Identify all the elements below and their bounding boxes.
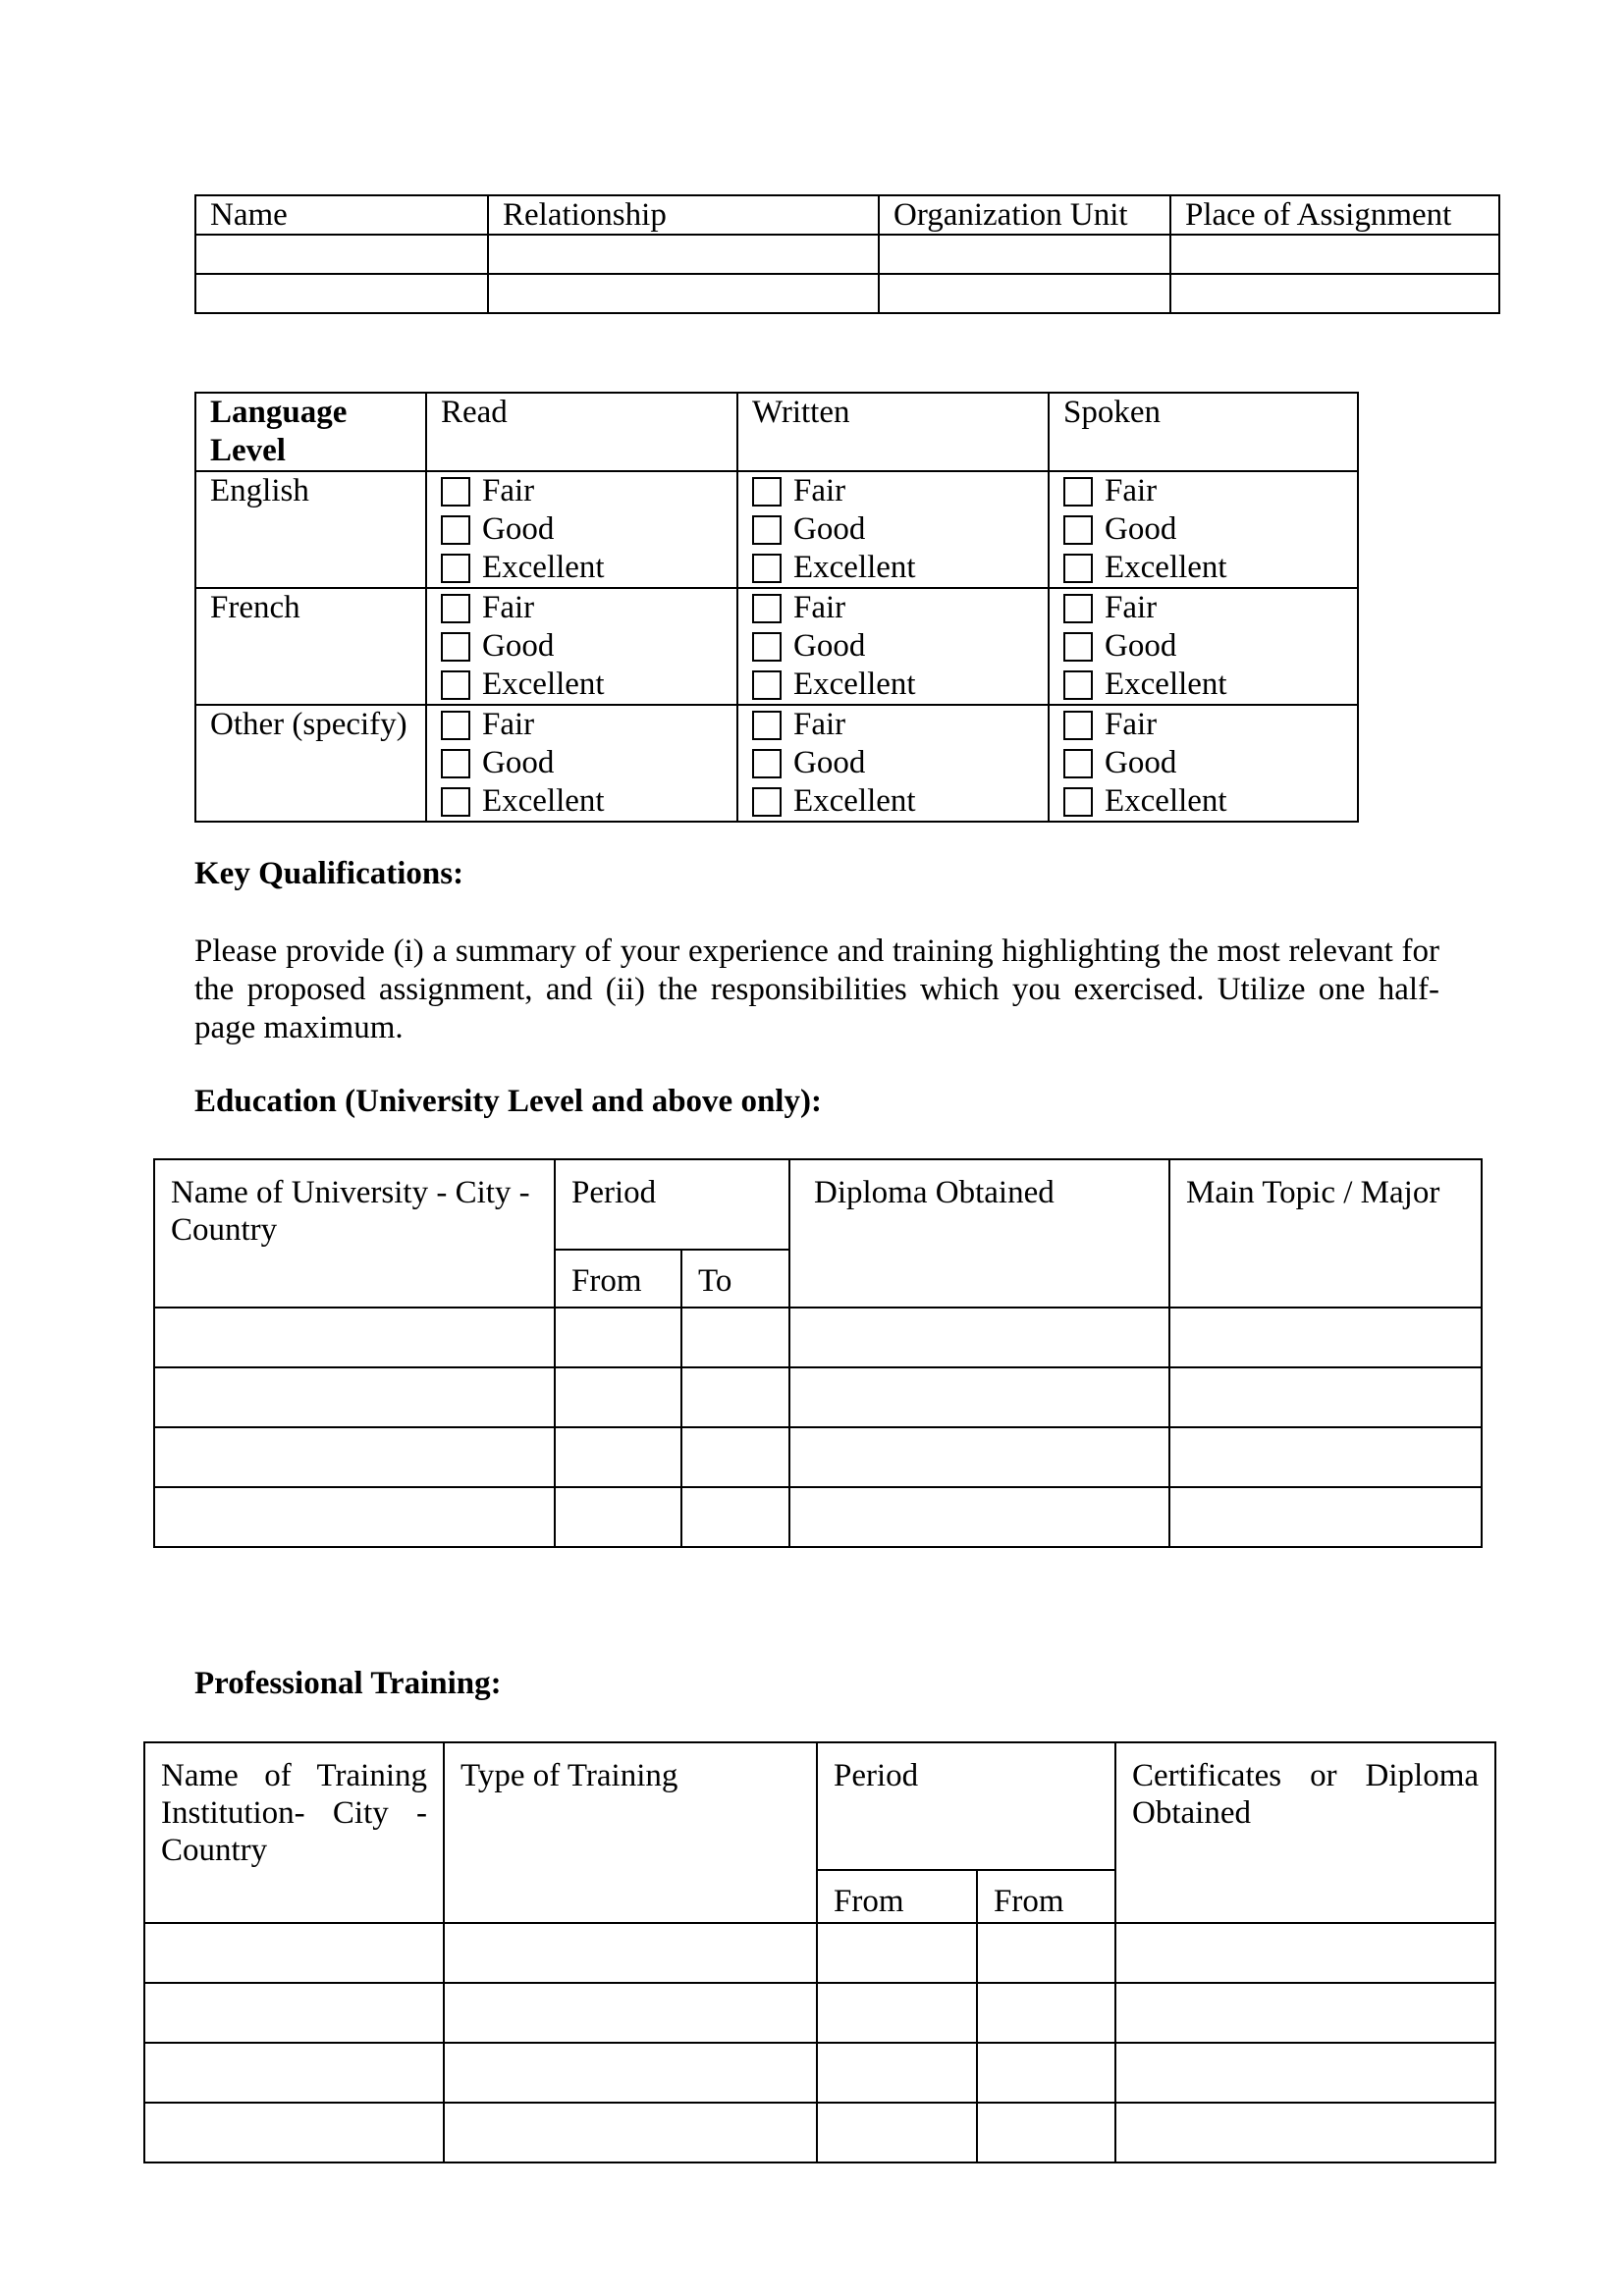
education-cell[interactable]	[681, 1367, 789, 1427]
training-cell[interactable]	[1115, 2043, 1495, 2103]
table-row	[195, 274, 1499, 313]
relatives-cell-name[interactable]	[195, 274, 488, 313]
training-cell[interactable]	[977, 2043, 1115, 2103]
checkbox[interactable]	[752, 594, 782, 623]
language-label: French	[195, 588, 426, 705]
checkbox[interactable]	[1063, 749, 1093, 778]
training-cell[interactable]	[144, 1983, 444, 2043]
checkbox[interactable]	[441, 670, 470, 700]
training-header-institution: Name of Training Institution- City - Country	[144, 1742, 444, 1923]
training-cell[interactable]	[144, 2043, 444, 2103]
checkbox[interactable]	[752, 787, 782, 817]
relatives-cell-relationship[interactable]	[488, 274, 879, 313]
checkbox[interactable]	[441, 515, 470, 545]
key-qualifications-heading: Key Qualifications:	[194, 856, 464, 891]
relatives-header-place: Place of Assignment	[1170, 195, 1499, 235]
education-cell[interactable]	[154, 1367, 555, 1427]
relatives-cell-org-unit[interactable]	[879, 235, 1170, 274]
option-good[interactable]: Good	[752, 510, 1034, 549]
relatives-header-name: Name	[195, 195, 488, 235]
education-cell[interactable]	[789, 1308, 1169, 1367]
checkbox[interactable]	[1063, 670, 1093, 700]
option-fair[interactable]: Fair	[752, 706, 1034, 744]
education-cell[interactable]	[555, 1427, 681, 1487]
option-good[interactable]: Good	[1063, 510, 1343, 549]
option-good[interactable]: Good	[1063, 627, 1343, 666]
table-row	[154, 1487, 1482, 1547]
training-header-from-second: From	[977, 1870, 1115, 1923]
education-cell[interactable]	[789, 1487, 1169, 1547]
checkbox[interactable]	[1063, 711, 1093, 740]
option-excellent[interactable]: Excellent	[441, 666, 723, 704]
option-fair[interactable]: Fair	[441, 472, 723, 510]
language-table	[194, 392, 1359, 823]
other-spoken-options	[1049, 705, 1358, 822]
professional-training-heading: Professional Training:	[194, 1666, 502, 1701]
education-header-period: Period	[555, 1159, 789, 1250]
education-cell[interactable]	[555, 1308, 681, 1367]
option-excellent[interactable]: Excellent	[752, 549, 1034, 587]
other-written-options	[737, 705, 1049, 822]
english-read-options	[426, 471, 737, 588]
table-row	[144, 1983, 1495, 2043]
relatives-cell-place[interactable]	[1170, 274, 1499, 313]
option-fair[interactable]: Fair	[441, 706, 723, 744]
language-header-read: Read	[426, 393, 737, 471]
key-qualifications-text: Please provide (i) a summary of your experience and training highlighting the most relevant for the proposed assignment, and (ii) the responsibilities which you exercised. Utilize one half-page maximum.	[194, 934, 1439, 1045]
education-cell[interactable]	[1169, 1487, 1482, 1547]
table-row	[154, 1367, 1482, 1427]
education-table	[153, 1158, 1483, 1548]
option-good[interactable]: Good	[752, 744, 1034, 782]
training-header-period: Period	[817, 1742, 1115, 1870]
language-row-english	[195, 471, 1358, 588]
option-fair[interactable]: Fair	[752, 589, 1034, 627]
education-cell[interactable]	[1169, 1367, 1482, 1427]
french-read-options	[426, 588, 737, 705]
education-header-row	[154, 1159, 1482, 1250]
education-cell[interactable]	[1169, 1308, 1482, 1367]
checkbox[interactable]	[1063, 594, 1093, 623]
education-cell[interactable]	[681, 1487, 789, 1547]
checkbox[interactable]	[752, 749, 782, 778]
checkbox[interactable]	[441, 554, 470, 583]
education-cell[interactable]	[681, 1308, 789, 1367]
checkbox[interactable]	[441, 594, 470, 623]
checkbox[interactable]	[752, 554, 782, 583]
training-table	[143, 1741, 1496, 2163]
training-cell[interactable]	[977, 2103, 1115, 2163]
other-read-options	[426, 705, 737, 822]
checkbox[interactable]	[1063, 554, 1093, 583]
education-cell[interactable]	[154, 1308, 555, 1367]
relatives-cell-org-unit[interactable]	[879, 274, 1170, 313]
table-row	[154, 1427, 1482, 1487]
option-fair[interactable]: Fair	[752, 472, 1034, 510]
relatives-header-relationship: Relationship	[488, 195, 879, 235]
option-good[interactable]: Good	[441, 627, 723, 666]
education-header-diploma: Diploma Obtained	[789, 1159, 1169, 1308]
language-header-spoken: Spoken	[1049, 393, 1358, 471]
language-label: English	[195, 471, 426, 588]
training-header-row	[144, 1742, 1495, 1870]
checkbox[interactable]	[1063, 787, 1093, 817]
option-fair[interactable]: Fair	[1063, 472, 1343, 510]
training-cell[interactable]	[1115, 1983, 1495, 2043]
checkbox[interactable]	[1063, 477, 1093, 507]
language-row-other	[195, 705, 1358, 822]
education-cell[interactable]	[555, 1367, 681, 1427]
training-cell[interactable]	[144, 1923, 444, 1983]
option-good[interactable]: Good	[441, 510, 723, 549]
relatives-cell-name[interactable]	[195, 235, 488, 274]
table-row	[144, 1923, 1495, 1983]
training-cell[interactable]	[817, 2103, 977, 2163]
checkbox[interactable]	[441, 632, 470, 662]
training-header-certificates: Certificates or Diploma Obtained	[1115, 1742, 1495, 1923]
option-fair[interactable]: Fair	[1063, 589, 1343, 627]
checkbox[interactable]	[752, 515, 782, 545]
training-cell[interactable]	[817, 2043, 977, 2103]
table-row	[144, 2043, 1495, 2103]
checkbox[interactable]	[1063, 515, 1093, 545]
training-cell[interactable]	[817, 1923, 977, 1983]
option-excellent[interactable]: Excellent	[752, 666, 1034, 704]
option-excellent[interactable]: Excellent	[1063, 549, 1343, 587]
checkbox[interactable]	[752, 632, 782, 662]
language-header-written: Written	[737, 393, 1049, 471]
education-cell[interactable]	[154, 1427, 555, 1487]
education-cell[interactable]	[154, 1487, 555, 1547]
table-row	[144, 2103, 1495, 2163]
option-excellent[interactable]: Excellent	[441, 782, 723, 821]
training-cell[interactable]	[977, 1983, 1115, 2043]
checkbox[interactable]	[1063, 632, 1093, 662]
relatives-header-org-unit: Organization Unit	[879, 195, 1170, 235]
education-cell[interactable]	[681, 1427, 789, 1487]
option-good[interactable]: Good	[1063, 744, 1343, 782]
training-cell[interactable]	[144, 2103, 444, 2163]
language-header-row	[195, 393, 1358, 471]
english-written-options	[737, 471, 1049, 588]
french-spoken-options	[1049, 588, 1358, 705]
training-cell[interactable]	[444, 2043, 817, 2103]
training-header-from: From	[817, 1870, 977, 1923]
language-row-french	[195, 588, 1358, 705]
option-excellent[interactable]: Excellent	[441, 549, 723, 587]
table-row	[154, 1308, 1482, 1367]
english-spoken-options	[1049, 471, 1358, 588]
training-cell[interactable]	[444, 1983, 817, 2043]
checkbox[interactable]	[441, 477, 470, 507]
table-row	[195, 235, 1499, 274]
training-header-type: Type of Training	[444, 1742, 817, 1923]
education-cell[interactable]	[789, 1427, 1169, 1487]
training-cell[interactable]	[1115, 2103, 1495, 2163]
education-cell[interactable]	[555, 1487, 681, 1547]
checkbox[interactable]	[441, 787, 470, 817]
relatives-cell-place[interactable]	[1170, 235, 1499, 274]
training-cell[interactable]	[444, 2103, 817, 2163]
education-cell[interactable]	[1169, 1427, 1482, 1487]
education-header-major: Main Topic / Major	[1169, 1159, 1482, 1308]
option-fair[interactable]: Fair	[441, 589, 723, 627]
checkbox[interactable]	[441, 711, 470, 740]
training-cell[interactable]	[1115, 1923, 1495, 1983]
education-header-university: Name of University - City - Country	[154, 1159, 555, 1308]
relatives-table	[194, 194, 1500, 314]
option-good[interactable]: Good	[752, 627, 1034, 666]
option-excellent[interactable]: Excellent	[1063, 782, 1343, 821]
option-fair[interactable]: Fair	[1063, 706, 1343, 744]
checkbox[interactable]	[441, 749, 470, 778]
training-cell[interactable]	[977, 1923, 1115, 1983]
relatives-cell-relationship[interactable]	[488, 235, 879, 274]
training-cell[interactable]	[444, 1923, 817, 1983]
checkbox[interactable]	[752, 711, 782, 740]
option-good[interactable]: Good	[441, 744, 723, 782]
education-heading: Education (University Level and above only):	[194, 1084, 822, 1119]
french-written-options	[737, 588, 1049, 705]
language-header-level: Language Level	[195, 393, 426, 471]
language-label: Other (specify)	[195, 705, 426, 822]
option-excellent[interactable]: Excellent	[752, 782, 1034, 821]
education-header-from: From	[555, 1250, 681, 1308]
education-cell[interactable]	[789, 1367, 1169, 1427]
relatives-header-row	[195, 195, 1499, 235]
training-cell[interactable]	[817, 1983, 977, 2043]
checkbox[interactable]	[752, 477, 782, 507]
education-header-to: To	[681, 1250, 789, 1308]
checkbox[interactable]	[752, 670, 782, 700]
option-excellent[interactable]: Excellent	[1063, 666, 1343, 704]
